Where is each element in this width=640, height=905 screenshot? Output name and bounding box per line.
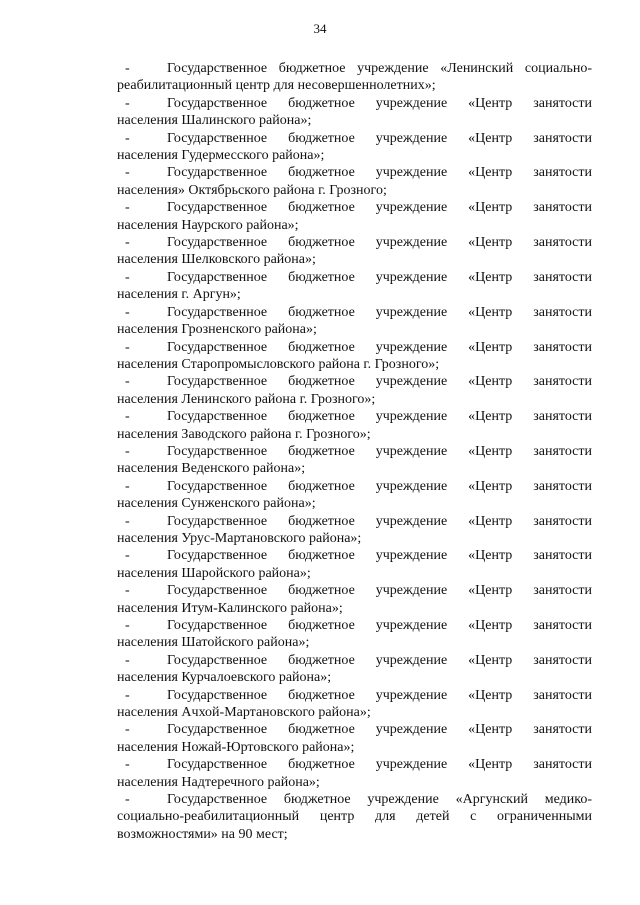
list-item-first-line bbox=[117, 95, 592, 112]
list-item bbox=[117, 547, 592, 582]
page-number: 34 bbox=[313, 21, 327, 36]
list-dash: - bbox=[125, 443, 130, 459]
list-dash: - bbox=[125, 339, 130, 355]
list-item bbox=[117, 373, 592, 408]
list-item-first-line bbox=[117, 582, 592, 599]
list-item-first-line bbox=[117, 304, 592, 321]
list-dash: - bbox=[125, 687, 130, 703]
list-item-continuation: населения Сунженского района»; bbox=[117, 496, 316, 512]
list-item-first-line bbox=[117, 791, 592, 808]
list-item bbox=[117, 339, 592, 374]
list-item-continuation: населения Ленинского района г. Грозного»; bbox=[117, 391, 376, 407]
list-dash: - bbox=[125, 304, 130, 320]
list-item-first-line bbox=[117, 408, 592, 425]
list-item-text: Государственное бюджетное учреждение «Аргунский медико- bbox=[167, 792, 592, 808]
list-item bbox=[117, 617, 592, 652]
list-item-continuation: населения Наурского района»; bbox=[117, 217, 299, 233]
list-item-first-line bbox=[117, 269, 592, 286]
list-item-continuation: реабилитационный центр для несовершеннолетних»; bbox=[117, 78, 436, 94]
list-item-continuation: возможностями» на 90 мест; bbox=[117, 826, 288, 842]
list-dash: - bbox=[125, 548, 130, 564]
list-item-continuation: населения Заводского района г. Грозного»; bbox=[117, 426, 371, 442]
list-item-continuation: населения Шаройского района»; bbox=[117, 565, 311, 581]
list-item bbox=[117, 721, 592, 756]
list-item-text: Государственное бюджетное учреждение «Центр занятости bbox=[167, 757, 592, 773]
list-item-text: Государственное бюджетное учреждение «Центр занятости bbox=[167, 304, 592, 320]
list-item-text: Государственное бюджетное учреждение «Ленинский социально- bbox=[167, 61, 592, 76]
list-dash: - bbox=[125, 583, 130, 599]
list-item-text: Государственное бюджетное учреждение «Центр занятости bbox=[167, 443, 592, 459]
list-item bbox=[117, 60, 592, 95]
list-dash: - bbox=[125, 130, 130, 146]
institution-list bbox=[117, 60, 592, 843]
list-item bbox=[117, 234, 592, 269]
list-item-continuation: населения Шалинского района»; bbox=[117, 113, 312, 129]
list-item-first-line bbox=[117, 756, 592, 773]
list-dash: - bbox=[125, 165, 130, 181]
list-item-text: Государственное бюджетное учреждение «Центр занятости bbox=[167, 339, 592, 355]
list-item-first-line bbox=[117, 130, 592, 147]
list-item bbox=[117, 582, 592, 617]
list-item-continuation: населения Веденского района»; bbox=[117, 461, 306, 477]
list-dash: - bbox=[125, 61, 130, 76]
list-item bbox=[117, 756, 592, 791]
list-dash: - bbox=[125, 235, 130, 251]
list-item-first-line bbox=[117, 547, 592, 564]
list-item-text: Государственное бюджетное учреждение «Центр занятости bbox=[167, 235, 592, 251]
list-item bbox=[117, 199, 592, 234]
list-item bbox=[117, 130, 592, 165]
list-item-continuation: населения» Октябрьского района г. Грозного; bbox=[117, 182, 387, 198]
list-item bbox=[117, 513, 592, 548]
list-dash: - bbox=[125, 618, 130, 633]
list-dash: - bbox=[125, 409, 130, 425]
list-item-text: Государственное бюджетное учреждение «Центр занятости bbox=[167, 513, 592, 529]
list-item-text: Государственное бюджетное учреждение «Центр занятости bbox=[167, 200, 592, 216]
list-item-continuation: населения Шатойского района»; bbox=[117, 635, 310, 651]
list-item-text: Государственное бюджетное учреждение «Центр занятости bbox=[167, 652, 592, 668]
list-dash: - bbox=[125, 95, 130, 111]
list-item bbox=[117, 791, 592, 843]
list-dash: - bbox=[125, 269, 130, 285]
list-dash: - bbox=[125, 792, 130, 808]
list-item-text: Государственное бюджетное учреждение «Центр занятости bbox=[167, 130, 592, 146]
list-item-continuation: социально-реабилитационный центр для детей с ограниченными bbox=[117, 809, 592, 825]
list-item-first-line bbox=[117, 617, 592, 634]
list-item bbox=[117, 164, 592, 199]
list-item bbox=[117, 269, 592, 304]
list-item bbox=[117, 408, 592, 443]
list-item-text: Государственное бюджетное учреждение «Центр занятости bbox=[167, 374, 592, 390]
list-item bbox=[117, 95, 592, 130]
list-item bbox=[117, 652, 592, 687]
list-dash: - bbox=[125, 374, 130, 390]
list-dash: - bbox=[125, 513, 130, 529]
list-item-first-line bbox=[117, 234, 592, 251]
list-item-continuation: населения Ачхой-Мартановского района»; bbox=[117, 705, 371, 721]
list-dash: - bbox=[125, 722, 130, 738]
list-item-continuation: населения Надтеречного района»; bbox=[117, 774, 320, 790]
list-item-text: Государственное бюджетное учреждение «Центр занятости bbox=[167, 409, 592, 425]
list-item-continuation: населения Грозненского района»; bbox=[117, 322, 317, 338]
list-item-text: Государственное бюджетное учреждение «Центр занятости bbox=[167, 95, 592, 111]
list-item-first-line bbox=[117, 652, 592, 669]
list-item-continuation: населения Старопромысловского района г. Грозного»; bbox=[117, 356, 440, 372]
list-item-text: Государственное бюджетное учреждение «Центр занятости bbox=[167, 269, 592, 285]
list-item-continuation: населения г. Аргун»; bbox=[117, 287, 241, 303]
list-item-first-line bbox=[117, 373, 592, 390]
list-item-first-line bbox=[117, 199, 592, 216]
list-item-first-line bbox=[117, 478, 592, 495]
list-dash: - bbox=[125, 652, 130, 668]
list-item-first-line bbox=[117, 164, 592, 181]
list-item-text: Государственное бюджетное учреждение «Центр занятости bbox=[167, 583, 592, 599]
list-item-first-line bbox=[117, 513, 592, 530]
list-dash: - bbox=[125, 478, 130, 494]
list-item bbox=[117, 478, 592, 513]
list-item bbox=[117, 687, 592, 722]
list-item-text: Государственное бюджетное учреждение «Центр занятости bbox=[167, 687, 592, 703]
list-item-first-line bbox=[117, 443, 592, 460]
list-item-continuation: населения Шелковского района»; bbox=[117, 252, 316, 268]
list-item-continuation: населения Ножай-Юртовского района»; bbox=[117, 739, 355, 755]
list-item-first-line bbox=[117, 339, 592, 356]
list-item-first-line bbox=[117, 687, 592, 704]
list-item-text: Государственное бюджетное учреждение «Центр занятости bbox=[167, 618, 592, 633]
list-item-continuation: населения Курчалоевского района»; bbox=[117, 670, 332, 686]
list-dash: - bbox=[125, 757, 130, 773]
list-item-continuation: населения Урус-Мартановского района»; bbox=[117, 530, 362, 546]
list-item-text: Государственное бюджетное учреждение «Центр занятости bbox=[167, 165, 592, 181]
list-dash: - bbox=[125, 200, 130, 216]
list-item-continuation: населения Гудермесского района»; bbox=[117, 148, 325, 164]
list-item-first-line bbox=[117, 721, 592, 738]
list-item-text: Государственное бюджетное учреждение «Центр занятости bbox=[167, 722, 592, 738]
list-item-text: Государственное бюджетное учреждение «Центр занятости bbox=[167, 548, 592, 564]
list-item bbox=[117, 443, 592, 478]
list-item-first-line bbox=[117, 60, 592, 77]
list-item bbox=[117, 304, 592, 339]
list-item-continuation: населения Итум-Калинского района»; bbox=[117, 600, 343, 616]
list-item-text: Государственное бюджетное учреждение «Центр занятости bbox=[167, 478, 592, 494]
